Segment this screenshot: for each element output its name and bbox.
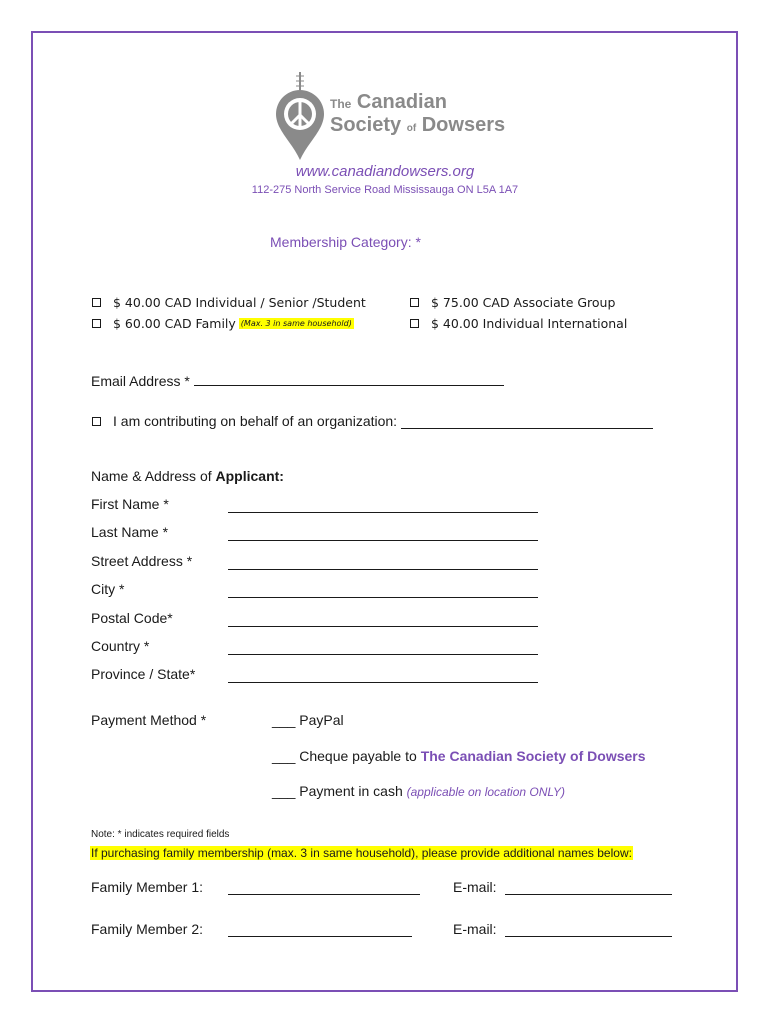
city-label: City * — [91, 581, 125, 597]
province-label: Province / State* — [91, 666, 196, 682]
payment-option-cash[interactable]: ___ Payment in cash (applicable on location ONLY) — [272, 783, 565, 799]
checkbox[interactable] — [410, 319, 419, 328]
email-row — [91, 371, 504, 389]
first-name-field[interactable] — [228, 511, 538, 513]
postal-code-label: Postal Code* — [91, 610, 173, 626]
family-member-1-email-label: E-mail: — [453, 879, 497, 895]
payment-option-cheque[interactable]: ___ Cheque payable to The Canadian Society of Dowsers — [272, 748, 646, 764]
organization-field[interactable] — [401, 414, 653, 429]
family-member-1-label: Family Member 1: — [91, 879, 204, 895]
pendulum-icon — [270, 72, 330, 167]
option-individual[interactable]: $ 40.00 CAD Individual / Senior /Student — [92, 295, 366, 310]
street-address-field[interactable] — [228, 568, 538, 570]
payment-option-paypal[interactable]: ___ PayPal — [272, 712, 344, 728]
city-field[interactable] — [228, 596, 538, 598]
organization-label: I am contributing on behalf of an organization: — [113, 413, 398, 429]
postal-code-field[interactable] — [228, 625, 538, 627]
membership-category-label: Membership Category: * — [270, 234, 421, 250]
street-address-label: Street Address * — [91, 553, 193, 569]
last-name-label: Last Name * — [91, 524, 169, 540]
option-associate-group[interactable]: $ 75.00 CAD Associate Group — [410, 295, 615, 310]
required-note: Note: * indicates required fields — [91, 829, 230, 840]
logo-wordmark: The Canadian Society of Dowsers — [330, 91, 506, 136]
checkbox[interactable] — [92, 319, 101, 328]
payee-name: The Canadian Society of Dowsers — [420, 748, 646, 764]
applicant-heading: Name & Address of Applicant: — [91, 468, 284, 484]
country-label: Country * — [91, 638, 150, 654]
mailing-address: 112-275 North Service Road Mississauga ON L5A 1A7 — [251, 184, 519, 196]
family-member-1-email-field[interactable] — [505, 894, 672, 895]
website-url[interactable]: www.canadiandowsers.org — [295, 163, 475, 180]
family-member-2-field[interactable] — [228, 936, 412, 937]
checkbox[interactable] — [92, 298, 101, 307]
cash-note: (applicable on location ONLY) — [406, 785, 565, 799]
family-member-2-email-label: E-mail: — [453, 921, 497, 937]
email-label: Email Address * — [91, 373, 190, 389]
society-logo — [270, 72, 510, 167]
checkbox[interactable] — [410, 298, 419, 307]
family-member-2-email-field[interactable] — [505, 936, 672, 937]
organization-row — [92, 413, 653, 429]
country-field[interactable] — [228, 653, 538, 655]
payment-method-label: Payment Method * — [91, 712, 207, 728]
province-field[interactable] — [228, 681, 538, 683]
family-member-2-label: Family Member 2: — [91, 921, 204, 937]
last-name-field[interactable] — [228, 539, 538, 541]
first-name-label: First Name * — [91, 496, 169, 512]
option-family[interactable]: $ 60.00 CAD Family (Max. 3 in same household) — [92, 316, 354, 331]
family-note: If purchasing family membership (max. 3 in same household), please provide additional names below: — [91, 846, 632, 860]
email-field[interactable] — [194, 371, 504, 386]
family-member-1-field[interactable] — [228, 894, 420, 895]
organization-checkbox[interactable] — [92, 417, 101, 426]
family-max-note: (Max. 3 in same household) — [240, 319, 352, 328]
option-international[interactable]: $ 40.00 Individual International — [410, 316, 627, 331]
